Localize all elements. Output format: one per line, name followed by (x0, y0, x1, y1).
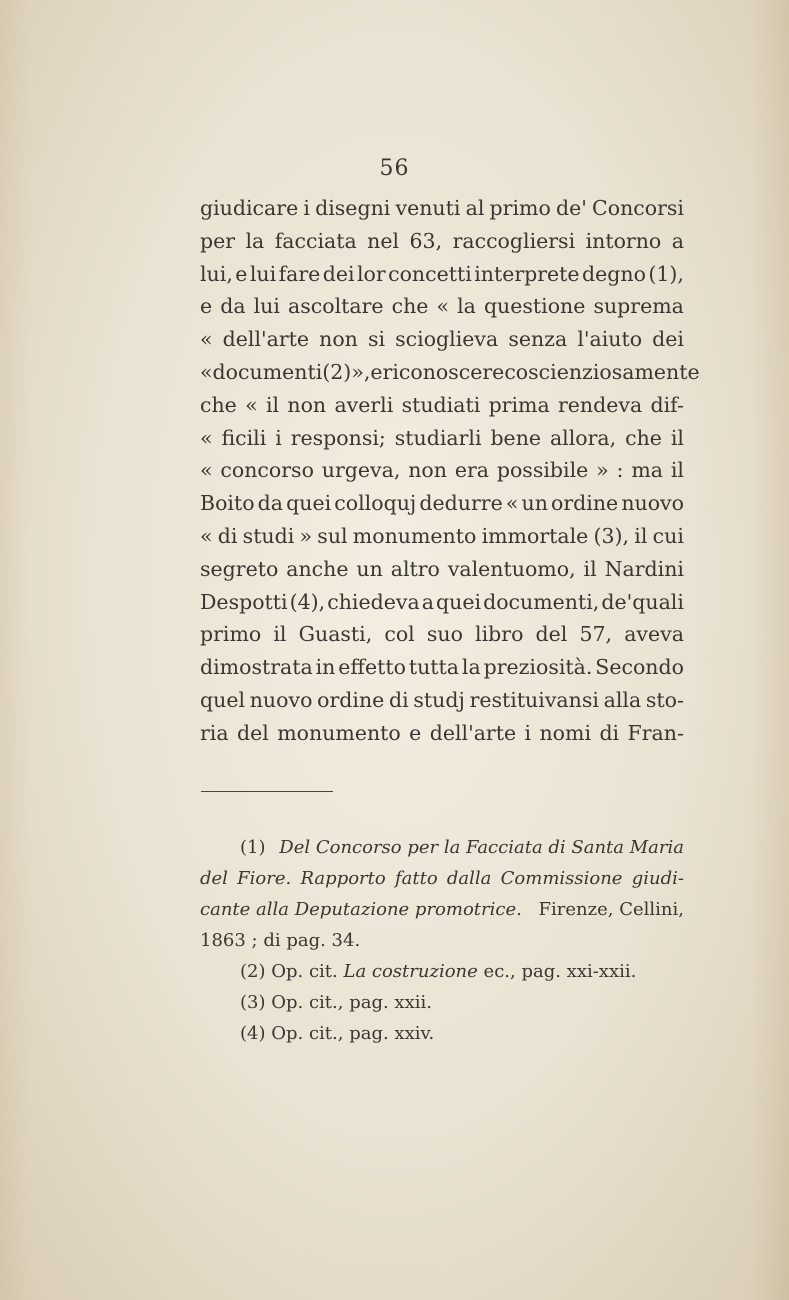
word: scioglieva (395, 327, 499, 352)
word: « (200, 458, 213, 483)
word: sto- (645, 687, 684, 712)
word: dell'arte (429, 720, 517, 745)
word: suprema (593, 294, 684, 319)
word: « (200, 359, 213, 384)
word: era (454, 458, 489, 483)
word: fatto (394, 868, 438, 889)
word: de'quali (601, 589, 684, 614)
word: che (625, 425, 662, 450)
word: « (200, 327, 213, 352)
word: preziosità. (483, 655, 593, 680)
word: e (200, 294, 213, 319)
word: al (465, 196, 485, 220)
footnote-1 (200, 832, 684, 863)
text-line (200, 618, 684, 651)
word: la (245, 228, 265, 253)
footnote-text: La costruzione (343, 961, 478, 982)
text-line (200, 389, 684, 422)
word: libro (475, 622, 524, 647)
word: del (236, 720, 269, 745)
body-text (200, 192, 700, 750)
word: primo (489, 196, 551, 220)
footnote-text: Op. cit., pag. xxiv. (271, 1023, 435, 1044)
word: i (303, 196, 310, 220)
word: » (596, 458, 609, 483)
word: effetto (338, 655, 406, 680)
word: Nardini (604, 556, 684, 581)
word: degno (581, 261, 646, 286)
word: (2) (322, 359, 352, 384)
text-line (200, 717, 684, 750)
footnote-text: ec., pag. xxi-xxii. (483, 961, 637, 982)
word: ficili (221, 425, 267, 450)
word: senza (508, 327, 568, 352)
word: ordine (317, 687, 385, 712)
text-line (200, 290, 684, 323)
word: facciata (274, 228, 357, 253)
word: immortale (481, 523, 589, 548)
word: l'aiuto (577, 327, 643, 352)
word: non (287, 392, 327, 417)
word: concorso (220, 458, 314, 483)
word: a (671, 228, 684, 253)
word: valentuomo, (447, 556, 576, 581)
text-line (200, 356, 700, 389)
word: altro (390, 556, 440, 581)
footnote-text: Firenze, Cellini, (538, 899, 684, 920)
word: che (200, 392, 237, 417)
word: ma (631, 458, 663, 483)
word: per (200, 228, 236, 253)
footnote-4 (200, 1018, 684, 1049)
word: tutta (408, 655, 459, 680)
word: i (275, 425, 282, 450)
word: e (370, 359, 383, 384)
footnote-text: Del Concorso per la Facciata di Santa Maria (279, 837, 684, 858)
word: studiarli (394, 425, 482, 450)
word: la (461, 655, 481, 680)
word: coscienziosamente (504, 359, 700, 384)
word: da (220, 294, 246, 319)
word: dedurre (419, 491, 503, 516)
word: Commissione (500, 868, 623, 889)
word: quei (286, 491, 332, 516)
word: raccogliersi (452, 228, 576, 253)
word: primo (200, 622, 262, 647)
word: in (315, 655, 336, 680)
text-line (200, 487, 684, 520)
text-line (200, 323, 684, 356)
word: giudicare (200, 196, 299, 220)
word: nuovo (249, 687, 313, 712)
word: restituivansi (469, 687, 599, 712)
footnote-1-cont (200, 894, 684, 925)
word: un (521, 491, 548, 516)
word: del (200, 868, 228, 889)
word: monumento (277, 720, 401, 745)
word: interprete (474, 261, 580, 286)
word: urgeva, (321, 458, 401, 483)
word: Secondo (595, 655, 684, 680)
word: da (257, 491, 284, 516)
footnote-text: cante alla Deputazione promotrice. (200, 899, 522, 920)
word: quei (436, 589, 482, 614)
word: non (408, 458, 447, 483)
word: documenti (212, 359, 323, 384)
word: sul (317, 523, 348, 548)
word: studi (242, 523, 295, 548)
word: dalla (446, 868, 492, 889)
text-line (200, 520, 684, 553)
word: e (409, 720, 422, 745)
text-line (200, 651, 684, 684)
text-line (200, 684, 684, 717)
word: dei (652, 327, 684, 352)
word: rendeva (558, 392, 643, 417)
word: anche (286, 556, 349, 581)
word: (3), (593, 523, 630, 548)
word: fare (278, 261, 321, 286)
word: il (670, 458, 684, 483)
word: disegni (315, 196, 391, 220)
word: aveva (624, 622, 684, 647)
word: ordine (551, 491, 619, 516)
word: i (524, 720, 532, 745)
word: « (436, 294, 450, 319)
word: (1), (648, 261, 684, 286)
word: dell'arte (222, 327, 310, 352)
word: il (273, 622, 287, 647)
footnote-text: Op. cit. (271, 961, 338, 982)
word: un (356, 556, 383, 581)
word: nuovo (621, 491, 684, 516)
word: dif- (650, 392, 684, 417)
word: nomi (539, 720, 592, 745)
word: e (235, 261, 248, 286)
footnote-text: Op. cit., pag. xxii. (271, 992, 432, 1013)
footnotes (200, 832, 684, 1049)
word: il (670, 425, 684, 450)
word: questione (483, 294, 586, 319)
word: (4), (289, 589, 326, 614)
word: « (245, 392, 258, 417)
word: « (200, 523, 213, 548)
word: documenti, (483, 589, 600, 614)
word: si (367, 327, 386, 352)
word: monumento (352, 523, 477, 548)
word: de' (555, 196, 587, 220)
word: di (389, 687, 409, 712)
word: averli (334, 392, 394, 417)
word: lor (356, 261, 386, 286)
word: » (299, 523, 313, 548)
footnote-1-cont: 1863 ; di pag. 34. (200, 930, 361, 951)
word: riconoscere (382, 359, 505, 384)
word: dei (322, 261, 355, 286)
word: il (265, 392, 280, 417)
word: nel (367, 228, 400, 253)
word: allora, (549, 425, 617, 450)
word: 63, (409, 228, 443, 253)
text-line (200, 553, 684, 586)
word: lui, (200, 261, 233, 286)
word: « (200, 425, 213, 450)
word: ria (200, 720, 229, 745)
text-line (200, 586, 684, 619)
text-line (200, 422, 684, 455)
word: ascoltare (288, 294, 384, 319)
word: prima (488, 392, 550, 417)
word: che (391, 294, 429, 319)
word: il (634, 523, 648, 548)
word: cui (652, 523, 684, 548)
word: Fran- (627, 720, 684, 745)
word: chiedeva (327, 589, 420, 614)
text-line (200, 258, 684, 291)
page-number: 56 (379, 156, 410, 181)
word: studj (413, 687, 465, 712)
footnote-marker: (3) (240, 992, 266, 1013)
word: non (319, 327, 358, 352)
word: la (457, 294, 476, 319)
word: di (599, 720, 620, 745)
footnote-marker: (2) (240, 961, 266, 982)
word: », (351, 359, 371, 384)
text-line (200, 225, 684, 258)
word: possibile (496, 458, 589, 483)
word: alla (603, 687, 642, 712)
word: segreto (200, 556, 279, 581)
footnote-3 (200, 987, 684, 1018)
word: studiati (401, 392, 481, 417)
word: bene (490, 425, 542, 450)
word: Boito (200, 491, 255, 516)
word: dimostrata (200, 655, 313, 680)
footnote-marker: (4) (240, 1023, 266, 1044)
word: concetti (388, 261, 472, 286)
footnote-separator (201, 791, 333, 792)
text-line (200, 192, 684, 225)
word: del (535, 622, 568, 647)
word: : (616, 458, 624, 483)
word: suo (426, 622, 463, 647)
word: Concorsi (592, 196, 684, 220)
word: Despotti (200, 589, 288, 614)
word: a (421, 589, 434, 614)
word: Fiore. (237, 868, 292, 889)
word: quel (200, 687, 246, 712)
word: venuti (395, 196, 461, 220)
text-line (200, 454, 684, 487)
word: di (217, 523, 238, 548)
word: intorno (585, 228, 662, 253)
word: giudi- (631, 868, 684, 889)
word: 57, (579, 622, 613, 647)
footnote-2 (200, 956, 684, 987)
word: lui (253, 294, 280, 319)
word: lui (249, 261, 277, 286)
word: il (583, 556, 597, 581)
footnote-marker: (1) (240, 837, 266, 858)
word: responsi; (290, 425, 386, 450)
word: « (505, 491, 519, 516)
word: Guasti, (298, 622, 373, 647)
word: col (384, 622, 415, 647)
word: Rapporto (300, 868, 386, 889)
footnote-1-cont (200, 863, 684, 894)
word: colloquj (334, 491, 417, 516)
